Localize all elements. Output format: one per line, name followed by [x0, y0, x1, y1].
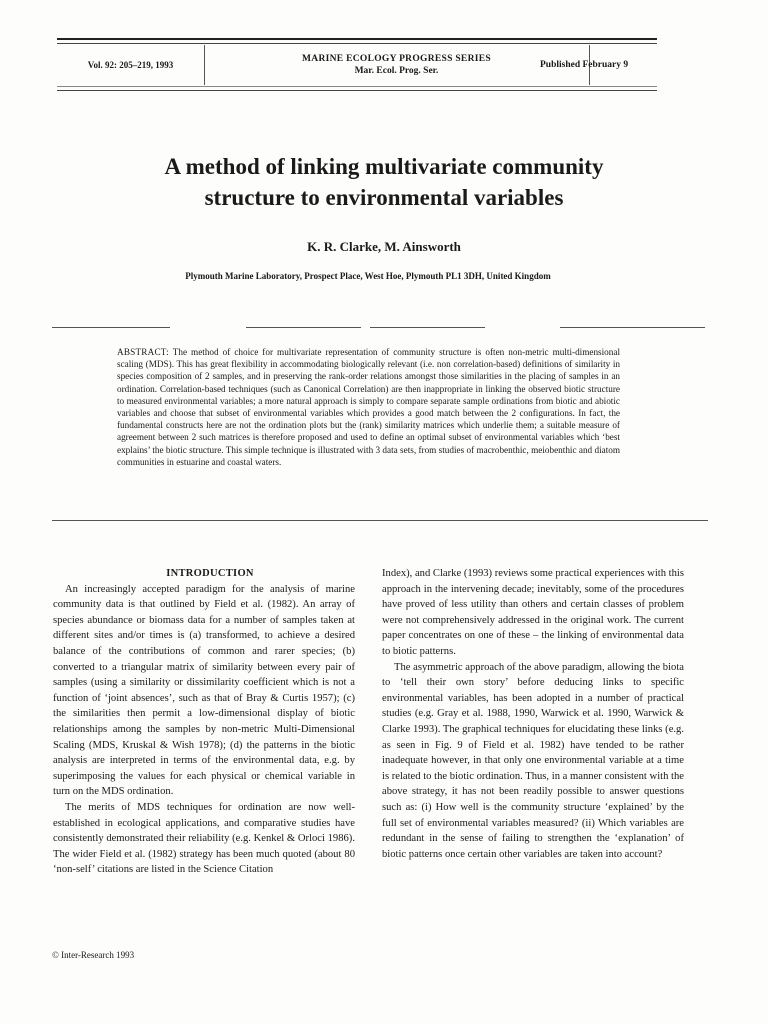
article-authors: K. R. Clarke, M. Ainsworth [307, 239, 461, 254]
body-paragraph: The merits of MDS techniques for ordination are now well-established in ecological applications, and comparative studies have consistently demonstrated their reliability (e.g. Kenkel & Orloci 1986). The wider Field et al. (1982) strategy has been much quoted (about 80 ‘non-self’ citations are listed in the Science Citation [53, 801, 355, 876]
article-title [60, 151, 708, 213]
body-paragraph: An increasingly accepted paradigm for the analysis of marine community data is that outlined by Field et al. (1982). An array of species abundance or biomass data for a number of samples taken at different sites and/or times is (a) transformed, to achieve a desired balance of the contributions of common and rarer species; (b) converted to a triangular matrix of similarity between every pair of samples (using a similarity or dissimilarity coefficient which is not a function of ‘joint absences’, such as that of Bray & Curtis 1957); (c) the similarities then permit a low-dimensional display of biotic relationships among the samples by non-metric Multi-Dimensional Scaling (MDS, Kruskal & Wish 1978); (d) the patterns in the biotic analysis are interpreted in terms of the environmental data, e.g. by superimposing the values for each physical or chemical variable in turn on the MDS ordination. [53, 583, 355, 798]
separator-rule-right [560, 327, 705, 328]
title-line-2: structure to environmental variables [204, 185, 564, 210]
body-column-right [382, 566, 684, 862]
separator-rule-center-2 [370, 327, 485, 328]
abstract-label: ABSTRACT: [117, 347, 169, 357]
body-paragraph: Index), and Clarke (1993) reviews some practical experiences with this approach in the intervening decade; inevitably, some of the procedures have proved of less utility than others and certain classes of problem were not comprehensively addressed in the original work. The current paper concentrates on one of these – the linking of environmental data to biotic patterns. [382, 568, 684, 657]
separator-rule-left [52, 327, 170, 328]
journal-abbreviation: Mar. Ecol. Prog. Ser. [354, 66, 439, 76]
volume-info: Vol. 92: 205–219, 1993 [57, 45, 205, 85]
introduction-heading: INTRODUCTION [166, 568, 254, 579]
abstract-bottom-rule [52, 520, 708, 521]
body-paragraph: The asymmetric approach of the above paradigm, allowing the biota to ‘tell their own story’ before deducing links to specific environmental variables, has been adopted in a number of practical studies (e.g. Gray et al. 1988, 1990, Warwick et al. 1990, Warwick & Clarke 1993). The graphical techniques for elucidating these links (e.g. as seen in Fig. 9 of Field et al. 1982) have tended to be rather inadequate however, in that only one environmental variable at a time is related to the biotic ordination. Thus, in a manner consistent with the above strategy, it has not been readily possible to answer questions such as: (i) How well is the community structure ‘explained’ by the full set of environmental variables measured? (ii) Which variables are redundant in the sense of failing to strengthen the ‘explanation’ of biotic patterns once certain other variables are taken into account? [382, 661, 684, 860]
abstract [117, 346, 620, 468]
copyright-notice: © Inter-Research 1993 [52, 950, 135, 960]
author-affiliation: Plymouth Marine Laboratory, Prospect Place, West Hoe, Plymouth PL1 3DH, United Kingdom [185, 271, 551, 281]
body-column-left [53, 566, 355, 878]
published-date: Published February 9 [540, 60, 629, 70]
title-line-1: A method of linking multivariate community [164, 154, 604, 179]
separator-rule-center [246, 327, 361, 328]
journal-name-block [204, 45, 589, 85]
abstract-text: The method of choice for multivariate representation of community structure is often non-metric multi-dimensional scaling (MDS). This has great flexibility in accommodating biologically relevant (i.e. non correlation-based) definitions of similarity in species composition of 2 samples, and in preserving the rank-order relations amongst those similarities in the placing of samples in an ordination. Correlation-based techniques (such as Canonical Correlation) are then inappropriate in linking the observed biotic structure to measured environmental variables; a more natural approach is simply to compare separate sample ordinations from biotic and abiotic variables and choose that subset of environmental variables which provides a good match between the 2 configurations. In fact, the fundamental constructs here are not the ordination plots but the (rank) similarity matrices which underlie them; a suitable measure of agreement between 2 such matrices is therefore proposed and used to define an optimal subset of environmental variables which ‘best explains’ the biotic structure. This simple technique is illustrated with 3 data sets, from studies of macrobenthic, meiobenthic and diatom communities in estuarine and coastal waters. [117, 347, 620, 467]
journal-series-name: MARINE ECOLOGY PROGRESS SERIES [302, 54, 491, 64]
